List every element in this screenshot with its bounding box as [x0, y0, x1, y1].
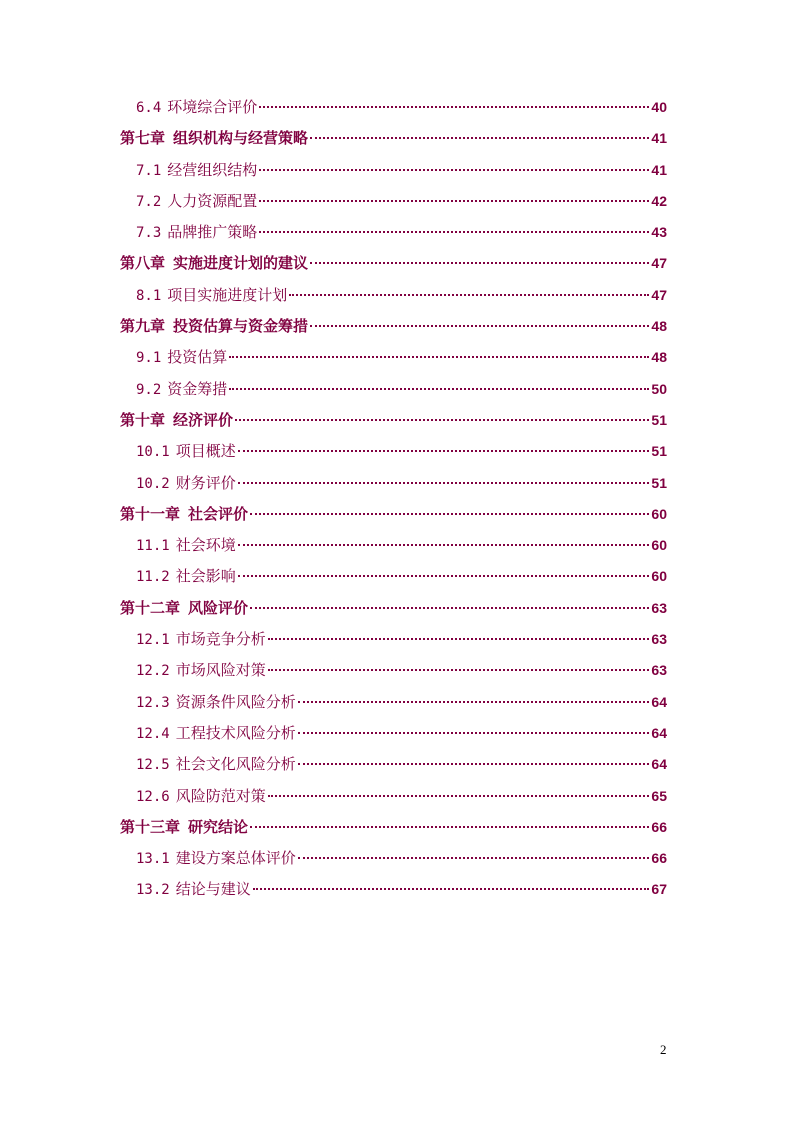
toc-entry-label [136, 753, 296, 774]
toc-entry-number: 第九章 [120, 317, 166, 336]
toc-entry-title: 结论与建议 [175, 880, 251, 899]
toc-entry-label [120, 127, 308, 148]
dot-leader [238, 543, 650, 546]
dot-leader [289, 293, 649, 296]
toc-entry-label [136, 284, 287, 305]
toc-entry-label [120, 409, 233, 430]
dot-leader [250, 606, 649, 609]
dot-leader [250, 512, 649, 515]
toc-entry-title: 资源条件风险分析 [175, 692, 296, 711]
toc-section-entry[interactable] [120, 96, 667, 127]
toc-chapter-entry[interactable] [120, 252, 667, 283]
dot-leader [229, 387, 649, 390]
toc-entry-page: 48 [651, 318, 667, 335]
toc-entry-title: 组织机构与经营策略 [173, 129, 309, 148]
dot-leader [298, 731, 650, 734]
toc-entry-page: 60 [651, 568, 667, 585]
toc-entry-page: 66 [651, 850, 667, 867]
toc-entry-label [136, 378, 227, 399]
toc-entry-number: 第十二章 [120, 598, 181, 617]
dot-leader [310, 136, 649, 139]
toc-entry-number: 第十一章 [120, 504, 181, 523]
toc-section-entry[interactable] [120, 691, 667, 722]
page-number: 2 [660, 1042, 667, 1057]
toc-entry-number: 7.2 [136, 193, 162, 210]
toc-entry-title: 项目实施进度计划 [167, 285, 288, 304]
dot-leader [259, 199, 649, 202]
toc-entry-label [136, 96, 257, 117]
toc-entry-title: 经济评价 [173, 410, 234, 429]
toc-entry-page: 63 [651, 599, 667, 616]
toc-entry-label [136, 659, 266, 680]
toc-entry-number: 6.4 [136, 100, 162, 116]
toc-chapter-entry[interactable] [120, 816, 667, 847]
toc-entry-page: 50 [651, 380, 667, 397]
toc-entry-label [136, 878, 251, 899]
dot-leader [238, 481, 650, 484]
toc-entry-title: 社会影响 [175, 567, 236, 586]
toc-entry-label [136, 628, 266, 649]
toc-entry-number: 12.4 [136, 725, 170, 742]
toc-chapter-entry[interactable] [120, 597, 667, 628]
toc-entry-page: 64 [651, 724, 667, 741]
toc-section-entry[interactable] [120, 659, 667, 690]
toc-entry-number: 9.2 [136, 381, 162, 398]
toc-entry-number: 9.1 [136, 350, 162, 367]
toc-section-entry[interactable] [120, 785, 667, 816]
dot-leader [298, 856, 650, 859]
toc-entry-label [136, 440, 236, 461]
toc-section-entry[interactable] [120, 346, 667, 377]
dot-leader [253, 887, 650, 890]
toc-section-entry[interactable] [120, 440, 667, 471]
toc-entry-page: 64 [651, 693, 667, 710]
toc-section-entry[interactable] [120, 472, 667, 503]
toc-entry-title: 市场风险对策 [175, 661, 266, 680]
toc-entry-label [136, 785, 266, 806]
toc-entry-page: 63 [651, 631, 667, 648]
toc-entry-number: 7.1 [136, 162, 162, 179]
toc-entry-page: 64 [651, 756, 667, 773]
toc-chapter-entry[interactable] [120, 127, 667, 158]
toc-entry-title: 实施进度计划的建议 [173, 254, 309, 273]
toc-entry-number: 7.3 [136, 225, 162, 242]
toc-section-entry[interactable] [120, 378, 667, 409]
toc-entry-page: 63 [651, 662, 667, 679]
toc-section-entry[interactable] [120, 159, 667, 190]
dot-leader [238, 574, 650, 577]
toc-entry-title: 社会环境 [175, 536, 236, 555]
toc-entry-number: 12.2 [136, 663, 170, 680]
toc-entry-label [136, 722, 296, 743]
toc-entry-number: 第七章 [120, 129, 166, 148]
toc-entry-title: 社会评价 [188, 504, 249, 523]
toc-entry-page: 67 [651, 881, 667, 898]
toc-section-entry[interactable] [120, 722, 667, 753]
toc-section-entry[interactable] [120, 847, 667, 878]
toc-entry-number: 11.2 [136, 569, 170, 586]
toc-entry-title: 研究结论 [188, 817, 249, 836]
toc-section-entry[interactable] [120, 753, 667, 784]
toc-entry-title: 社会文化风险分析 [175, 755, 296, 774]
toc-entry-label [136, 472, 236, 493]
toc-chapter-entry[interactable] [120, 503, 667, 534]
dot-leader [250, 825, 649, 828]
dot-leader [259, 168, 649, 171]
toc-entry-page: 47 [651, 286, 667, 303]
dot-leader [268, 637, 650, 640]
toc-entry-number: 8.1 [136, 287, 162, 304]
toc-chapter-entry[interactable] [120, 409, 667, 440]
toc-entry-title: 风险评价 [188, 598, 249, 617]
toc-entry-title: 财务评价 [175, 473, 236, 492]
dot-leader [268, 668, 650, 671]
toc-entry-title: 人力资源配置 [167, 191, 258, 210]
toc-entry-page: 60 [651, 505, 667, 522]
table-of-contents [120, 96, 667, 910]
toc-entry-label [120, 816, 248, 837]
toc-entry-title: 经营组织结构 [167, 160, 258, 179]
dot-leader [298, 762, 650, 765]
toc-entry-number: 第八章 [120, 254, 166, 273]
dot-leader [238, 449, 650, 452]
toc-entry-label [120, 503, 248, 524]
toc-section-entry[interactable] [120, 284, 667, 315]
toc-entry-label [136, 565, 236, 586]
toc-entry-title: 风险防范对策 [175, 786, 266, 805]
toc-section-entry[interactable] [120, 221, 667, 252]
toc-section-entry[interactable] [120, 878, 667, 909]
toc-entry-title: 投资估算与资金筹措 [173, 317, 309, 336]
toc-entry-number: 10.2 [136, 475, 170, 492]
toc-entry-page: 51 [651, 443, 667, 460]
toc-entry-title: 市场竞争分析 [175, 630, 266, 649]
toc-entry-number: 12.5 [136, 757, 170, 774]
toc-entry-label [136, 691, 296, 712]
dot-leader [229, 355, 649, 358]
toc-chapter-entry[interactable] [120, 315, 667, 346]
toc-entry-label [120, 252, 308, 273]
dot-leader [259, 105, 649, 108]
toc-entry-page: 51 [651, 474, 667, 491]
toc-entry-page: 60 [651, 537, 667, 554]
toc-entry-number: 12.3 [136, 694, 170, 711]
toc-entry-page: 43 [651, 224, 667, 241]
toc-entry-number: 第十三章 [120, 817, 181, 836]
toc-section-entry[interactable] [120, 534, 667, 565]
toc-entry-title: 建设方案总体评价 [175, 849, 296, 868]
toc-entry-page: 40 [651, 99, 667, 115]
toc-entry-number: 12.6 [136, 788, 170, 805]
toc-entry-title: 环境综合评价 [167, 98, 258, 116]
toc-entry-number: 13.1 [136, 851, 170, 868]
toc-entry-page: 42 [651, 192, 667, 209]
toc-entry-number: 第十章 [120, 410, 166, 429]
toc-entry-label [136, 847, 296, 868]
toc-entry-page: 48 [651, 349, 667, 366]
dot-leader [310, 324, 649, 327]
toc-entry-label [120, 597, 248, 618]
toc-entry-label [136, 221, 257, 242]
toc-entry-page: 47 [651, 255, 667, 272]
toc-entry-page: 51 [651, 411, 667, 428]
toc-entry-title: 项目概述 [175, 442, 236, 461]
toc-entry-title: 资金筹措 [167, 379, 228, 398]
toc-section-entry[interactable] [120, 565, 667, 596]
toc-section-entry[interactable] [120, 628, 667, 659]
dot-leader [259, 230, 649, 233]
toc-entry-page: 41 [651, 130, 667, 147]
toc-entry-number: 11.1 [136, 538, 170, 555]
toc-entry-title: 工程技术风险分析 [175, 723, 296, 742]
dot-leader [298, 700, 650, 703]
toc-entry-title: 投资估算 [167, 348, 228, 367]
toc-entry-label [136, 534, 236, 555]
toc-entry-label [136, 159, 257, 180]
toc-entry-label [136, 190, 257, 211]
dot-leader [310, 261, 649, 264]
toc-entry-page: 41 [651, 161, 667, 178]
toc-entry-number: 12.1 [136, 632, 170, 649]
toc-entry-page: 66 [651, 818, 667, 835]
dot-leader [268, 794, 650, 797]
toc-section-entry[interactable] [120, 190, 667, 221]
toc-entry-number: 13.2 [136, 882, 170, 899]
toc-entry-label [136, 346, 227, 367]
toc-entry-label [120, 315, 308, 336]
toc-entry-number: 10.1 [136, 444, 170, 461]
toc-entry-page: 65 [651, 787, 667, 804]
dot-leader [235, 418, 649, 421]
toc-entry-title: 品牌推广策略 [167, 223, 258, 242]
